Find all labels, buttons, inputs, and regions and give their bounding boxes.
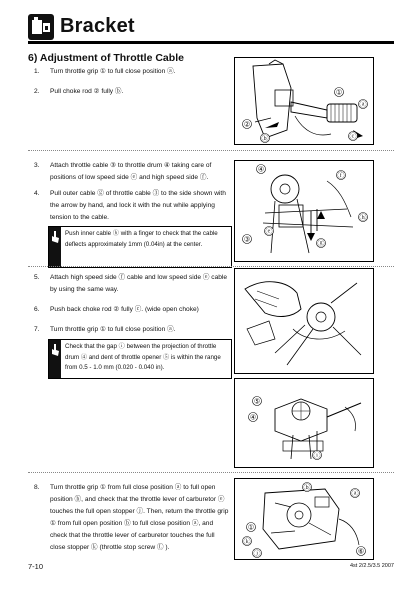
- figure-label: ⓐ: [351, 490, 359, 498]
- hand-pointer-icon: [49, 227, 61, 267]
- note-text: Check that the gap ⓘ between the projection of throttle drum ④ and dent of throttle opener ⑤ is within the range from 0.5 - 1.0 mm (0.020 - 0.040 in).: [65, 343, 221, 371]
- step-number: 6.: [34, 306, 40, 313]
- figure-label: ⓑ: [303, 484, 311, 492]
- figure-label: ④: [249, 414, 257, 422]
- figure-throttle-opener-gap: [234, 378, 374, 468]
- page-title: Bracket: [60, 15, 135, 37]
- figure-label: ⓕ: [337, 172, 345, 180]
- section-divider: [28, 472, 394, 473]
- figure-label: ⓖ: [317, 240, 325, 248]
- note-box-1: [48, 226, 232, 268]
- step-number: 2.: [34, 88, 40, 95]
- figure-label: ⓒ: [349, 133, 357, 141]
- step-text: Turn throttle grip ① to full close position ⓐ.: [50, 68, 176, 75]
- step-number: 3.: [34, 162, 40, 169]
- figure-label: ⓘ: [313, 452, 321, 460]
- step-text: Pull outer cable ⓖ of throttle cable ③ to the side shown with the arrow by hand, and lock it with the nut while applying tension to the cable.: [50, 190, 226, 221]
- figure-label: ⓙ: [253, 550, 261, 558]
- figure-cable-attachment: [234, 268, 374, 374]
- step-text: Turn throttle grip ① to full close position ⓐ.: [50, 326, 176, 333]
- step-number: 7.: [34, 326, 40, 333]
- note-text: Push inner cable ⓗ with a finger to check that the cable deflects approximately 1mm (0.04in) at the center.: [65, 230, 218, 248]
- figure-label: ①: [335, 89, 343, 97]
- section-divider: [28, 150, 394, 151]
- figure-label: ①: [247, 524, 255, 532]
- figure-label: ⓗ: [359, 214, 367, 222]
- step-text: Pull choke rod ② fully ⓑ.: [50, 88, 124, 95]
- step-number: 4.: [34, 190, 40, 197]
- figure-label: ②: [243, 121, 251, 129]
- step-number: 8.: [34, 484, 40, 491]
- figure-label: ⑥: [357, 548, 365, 556]
- model-code: 4st 2/2.5/3.5 2007: [349, 563, 394, 569]
- figure-label: ⓐ: [359, 101, 367, 109]
- figure-label: ④: [257, 166, 265, 174]
- step-text: Push back choke rod ② fully ⓒ. (wide open choke): [50, 306, 199, 313]
- step-text: Attach throttle cable ③ to throttle drum ④ taking care of positions of low speed side ⓔ and high speed side ⓕ.: [50, 162, 212, 181]
- figure-label: ⓚ: [243, 538, 251, 546]
- step-text: Attach high speed side ⓕ cable and low speed side ⓔ cable by using the same way.: [50, 274, 228, 293]
- figure-label: ③: [243, 236, 251, 244]
- figure-label: ⑤: [253, 398, 261, 406]
- note-box-2: [48, 339, 232, 379]
- step-number: 5.: [34, 274, 40, 281]
- figure-label: ⓔ: [265, 228, 273, 236]
- step-number: 1.: [34, 68, 40, 75]
- hand-pointer-icon: [49, 340, 61, 378]
- figure-throttle-grip: [234, 57, 374, 145]
- page-number: 7-10: [28, 562, 44, 571]
- figure-label: ⓑ: [261, 135, 269, 143]
- section-divider: [28, 266, 394, 267]
- bracket-chapter-icon: [28, 14, 54, 40]
- header-rule: [28, 41, 394, 44]
- step-text: Turn throttle grip ① from full close position ⓐ to full open position ⓑ, and check that the throttle lever of carburetor ⓔ touches the full open stopper ⓙ. Then, return the throttle grip ① from full open position ⓑ to full close position ⓐ, and check that the throttle lever of carburetor touches the full close stopper ⓚ (throttle stop screw Ⓛ ).: [50, 484, 229, 551]
- section-title: 6) Adjustment of Throttle Cable: [28, 52, 184, 64]
- figure-carburetor-stoppers: [234, 478, 374, 560]
- figure-throttle-drum: [234, 160, 374, 262]
